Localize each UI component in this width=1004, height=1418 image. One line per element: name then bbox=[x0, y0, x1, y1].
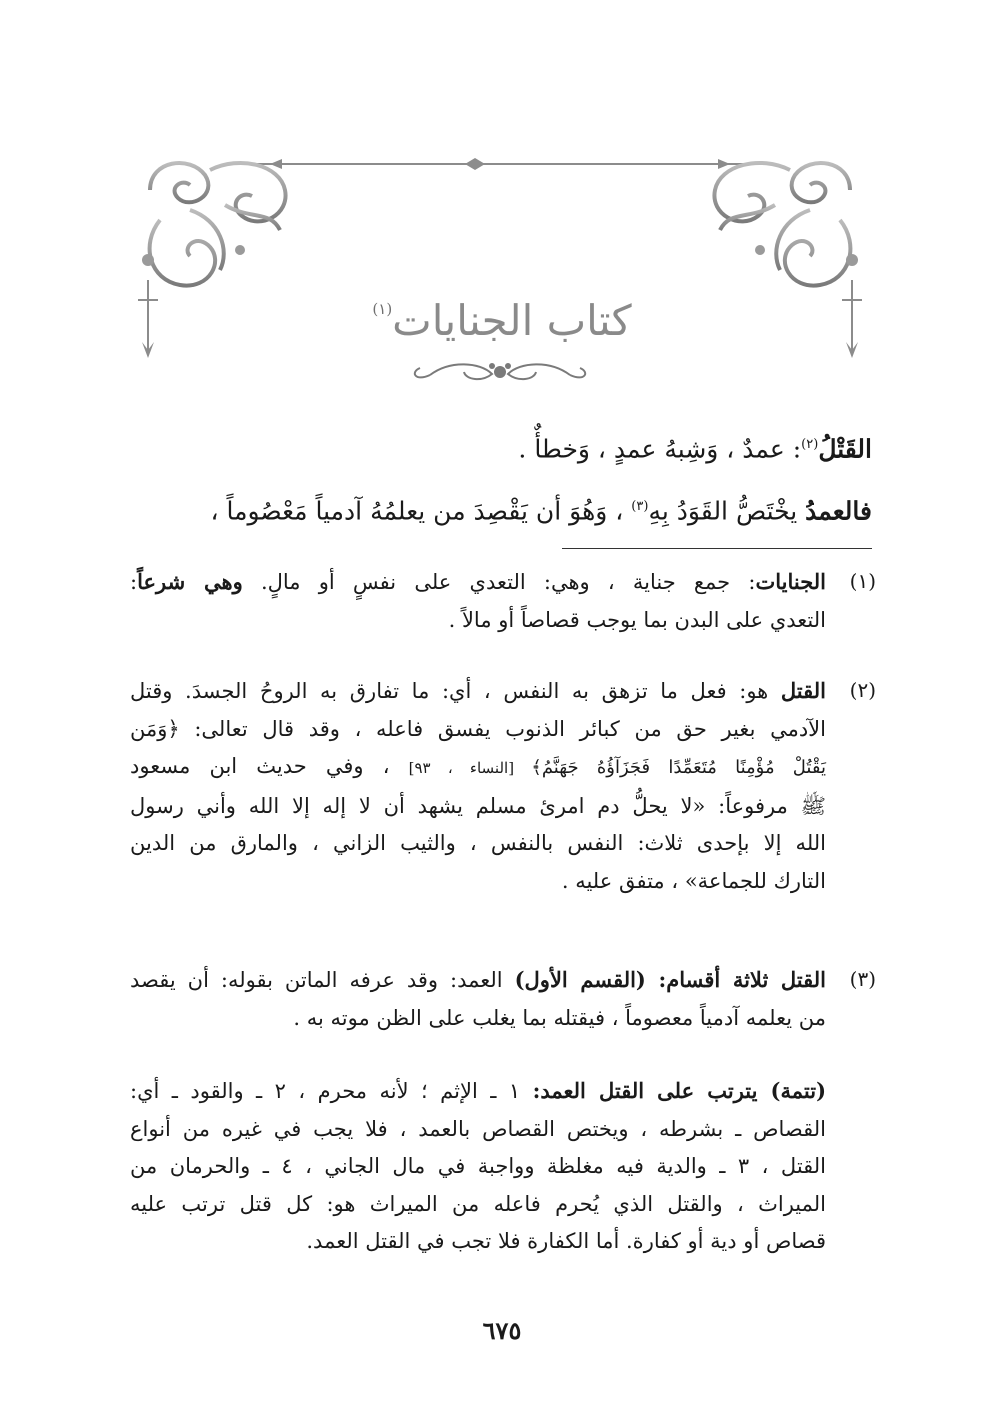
matn-line-1 bbox=[130, 425, 872, 469]
footnote-2 bbox=[130, 672, 876, 900]
matn-footnote-ref-3: (٣) bbox=[631, 499, 649, 514]
footnote-text: هو: فعل ما تزهق به النفس ، أي: ما تفارق به الروحُ الجسدَ. وقتل bbox=[130, 679, 781, 703]
footnote-line: التعدي على البدن بما يوجب قصاصاً أو مالاً . bbox=[448, 607, 826, 632]
matn-line-2-text-a: يخْتَصُّ القَوَدُ بِهِ bbox=[648, 496, 806, 526]
footnote-text: العمد: وقد عرفه الماتن بقوله: أن يقصد bbox=[130, 968, 515, 992]
matn-term-qatl: القَتْلُ bbox=[818, 434, 872, 464]
footnote-line: القصاص ـ بشرطه ، ويختص القصاص بالعمد ، فلا يجب في غيره من أنواع bbox=[130, 1116, 826, 1141]
footnote-line bbox=[130, 961, 826, 1000]
footnote-line bbox=[130, 672, 826, 711]
chapter-title bbox=[0, 296, 1004, 345]
footnote-line: من يعلمه آدمياً معصوماً ، فيقتله بما يغلب على الظن موته به . bbox=[293, 1005, 826, 1030]
footnote-line bbox=[130, 563, 826, 602]
title-flourish-icon bbox=[415, 363, 585, 379]
right-corner-ornament-icon bbox=[714, 163, 858, 286]
footnote-number: (١) bbox=[849, 569, 876, 593]
footnote-term: القتل ثلاثة أقسام: (القسم الأول) bbox=[514, 967, 827, 992]
chapter-title-text: كتاب الجنايات bbox=[392, 296, 632, 345]
footnote-text: : bbox=[130, 570, 138, 594]
footnote-line: قصاص أو دية أو كفارة. أما الكفارة فلا تجب في القتل العمد. bbox=[306, 1229, 826, 1253]
footnote-line: الله إلا بإحدى ثلاث: النفس بالنفس ، والثيب الزاني ، والمارق من الدين bbox=[130, 831, 826, 855]
footnote-number: (٢) bbox=[849, 678, 876, 702]
footnote-separator bbox=[562, 548, 872, 549]
footnote-term: وهي شرعاً bbox=[137, 569, 243, 594]
footnote-line: التارك للجماعة» ، متفق عليه . bbox=[561, 868, 826, 893]
page-number: ٦٧٥ bbox=[482, 1316, 522, 1345]
footnote-term: القتل bbox=[780, 678, 826, 703]
left-corner-ornament-icon bbox=[142, 163, 286, 286]
footnote-term: (تتمة) يترتب على القتل العمد: bbox=[532, 1078, 826, 1103]
footnote-text: ١ ـ الإثم ؛ لأنه محرم ، ٢ ـ والقود ـ أي: bbox=[130, 1079, 533, 1103]
footnote-line: الآدمي بغير حق من كبائر الذنوب يفسق فاعله ، وقد قال تعالى: ﴿وَمَن bbox=[130, 716, 826, 741]
footnote-line bbox=[130, 748, 826, 788]
footnote-3 bbox=[130, 961, 876, 1037]
matn-line-2-text-b: ، وَهُوَ أن يَقْصِدَ من يعلمُهُ آدمياً مَعْصُوماً ، bbox=[210, 496, 632, 526]
footnote-line: ﷺ مرفوعاً: «لا يحلُّ دم امرئ مسلم يشهد أن لا إله إلا الله وأني رسول bbox=[130, 793, 826, 818]
footnote-text: ، وفي حديث ابن مسعود bbox=[130, 754, 409, 778]
matn-term-amd: فالعمدُ bbox=[805, 496, 872, 526]
quran-reference: [النساء ، ٩٣] bbox=[408, 759, 532, 777]
footnote-3-continuation bbox=[130, 1072, 872, 1261]
matn-line-1-text: : عمدٌ ، وَشِبهُ عمدٍ ، وَخطأٌ . bbox=[518, 434, 802, 464]
quran-verse: يَقْتُلْ مُؤْمِنًا مُتَعَمِّدًا فَجَزَآؤُهُ جَهَنَّمُ﴾ bbox=[531, 757, 826, 778]
footnote-term: الجنايات bbox=[755, 569, 826, 594]
ornamental-header-frame bbox=[130, 150, 870, 410]
footnote-line: الميراث ، والقتل الذي يُحرم فاعله من الميراث هو: كل قتل ترتب عليه bbox=[130, 1191, 826, 1216]
matn-line-2 bbox=[130, 487, 872, 531]
chapter-title-footnote-ref: (١) bbox=[372, 300, 393, 318]
footnote-line: القتل ، ٣ ـ والدية فيه مغلظة وواجبة في مال الجاني ، ٤ ـ والحرمان من bbox=[130, 1154, 827, 1178]
footnote-1 bbox=[130, 563, 876, 639]
footnote-text: : جمع جناية ، وهي: التعدي على نفسٍ أو مالٍ. bbox=[242, 570, 756, 594]
matn-footnote-ref-2: (٢) bbox=[801, 437, 819, 452]
footnote-line bbox=[130, 1072, 826, 1111]
footnote-number: (٣) bbox=[849, 967, 876, 991]
